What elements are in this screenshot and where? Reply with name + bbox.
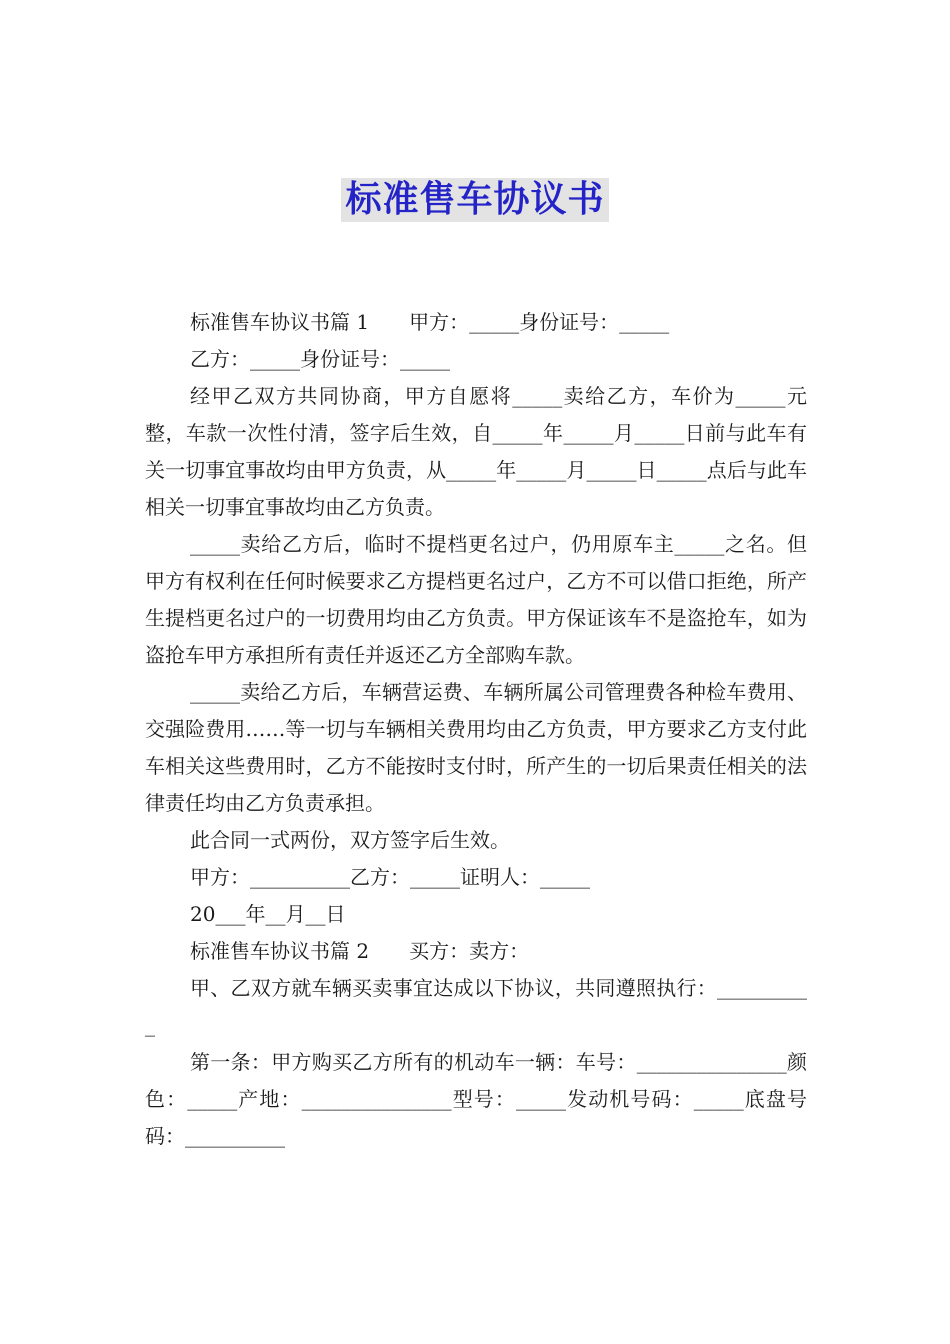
paragraph-transfer-terms: _____卖给乙方后，临时不提档更名过户，仍用原车主_____之名。但甲方有权利在任何时候要求乙方提档更名过户，乙方不可以借口拒绝，所产生提档更名过户的一切费用均由乙方负责。甲方保证该车不是盗抢车，如为盗抢车甲方承担所有责任并返还乙方全部购车款。 [145, 532, 807, 667]
title-container [0, 178, 950, 222]
paragraph-date: 20___年__月__日 [190, 902, 346, 926]
paragraph-agreement-intro: 甲、乙双方就车辆买卖事宜达成以下协议，共同遵照执行：__________ [145, 976, 807, 1037]
paragraph-fee-terms: _____卖给乙方后，车辆营运费、车辆所属公司管理费各种检车费用、交强险费用……等一切与车辆相关费用均由乙方负责，甲方要求乙方支付此车相关这些费用时，乙方不能按时支付时，所产生的一切后果责任相关的法律责任均由乙方负责承担。 [145, 680, 807, 815]
document-title: 标准售车协议书 [341, 178, 608, 222]
paragraph-section-1-parties-a: 标准售车协议书篇 1 甲方：_____身份证号：_____ [190, 310, 670, 334]
paragraph-article-1: 第一条：甲方购买乙方所有的机动车一辆：车号：_______________颜色：_____产地：_______________型号：_____发动机号码：_____底盘号码：__________ [145, 1050, 807, 1148]
paragraph-section-2-parties: 标准售车协议书篇 2 买方：卖方： [190, 939, 530, 963]
paragraph-signatures: 甲方：__________乙方：_____证明人：_____ [190, 865, 590, 889]
document-body [145, 304, 807, 1155]
paragraph-price-terms: 经甲乙双方共同协商，甲方自愿将_____卖给乙方，车价为_____元整，车款一次性付清，签字后生效，自_____年_____月_____日前与此车有关一切事宜事故均由甲方负责，从_____年_____月_____日_____点后与此车相关一切事宜事故均由乙方负责。 [145, 384, 807, 519]
paragraph-copies: 此合同一式两份，双方签字后生效。 [190, 828, 510, 852]
paragraph-parties-b: 乙方：_____身份证号：_____ [190, 347, 450, 371]
